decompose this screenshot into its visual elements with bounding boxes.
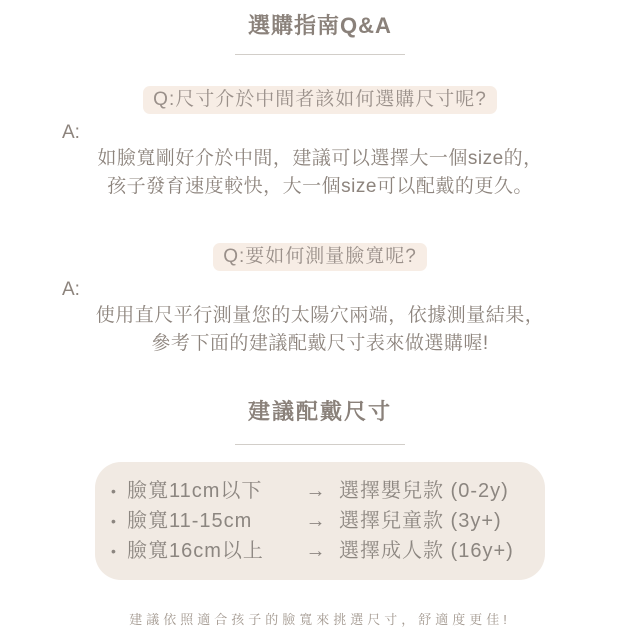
size-recommendation-box [95,462,545,580]
answer-line: 孩子發育速度較快，大一個size可以配戴的更久。 [107,176,533,197]
size-recommendation: 選擇嬰兒款 (0-2y) [339,480,509,502]
page-title: 選購指南Q&A [248,13,392,38]
arrow-right-icon: → [305,540,327,562]
footer-note: 建議依照適合孩子的臉寬來挑選尺寸，舒適度更佳! [129,612,511,627]
question-row [0,86,640,114]
bullet-icon: • [111,513,117,529]
title-divider [235,54,405,55]
qa-block-1 [0,86,640,201]
question-badge: Q:要如何測量臉寬呢? [213,243,427,271]
arrow-right-icon: → [305,480,327,502]
answer-line: 參考下面的建議配戴尺寸表來做選購喔! [151,333,489,354]
size-recommendation: 選擇成人款 (16y+) [339,540,514,562]
size-row [111,536,529,566]
size-condition: 臉寬16cm以上 [127,540,264,562]
bullet-icon: • [111,483,117,499]
size-recommendation: 選擇兒童款 (3y+) [339,510,502,532]
answer-label: A: [62,279,80,300]
size-condition: 臉寬11cm以下 [127,480,263,502]
qa-block-2 [0,243,640,358]
size-row [111,506,529,536]
answer-line: 如臉寬剛好介於中間，建議可以選擇大一個size的， [97,148,543,169]
size-section-divider [235,444,405,445]
answer-line: 使用直尺平行測量您的太陽穴兩端，依據測量結果， [95,305,545,326]
size-row [111,476,529,506]
size-section-heading: 建議配戴尺寸 [247,399,392,424]
question-row [0,243,640,271]
bullet-icon: • [111,543,117,559]
size-condition: 臉寬11-15cm [127,510,253,532]
answer-text [0,145,640,201]
answer-text [0,302,640,358]
answer-label: A: [62,122,80,143]
question-badge: Q:尺寸介於中間者該如何選購尺寸呢? [143,86,497,114]
arrow-right-icon: → [305,510,327,532]
